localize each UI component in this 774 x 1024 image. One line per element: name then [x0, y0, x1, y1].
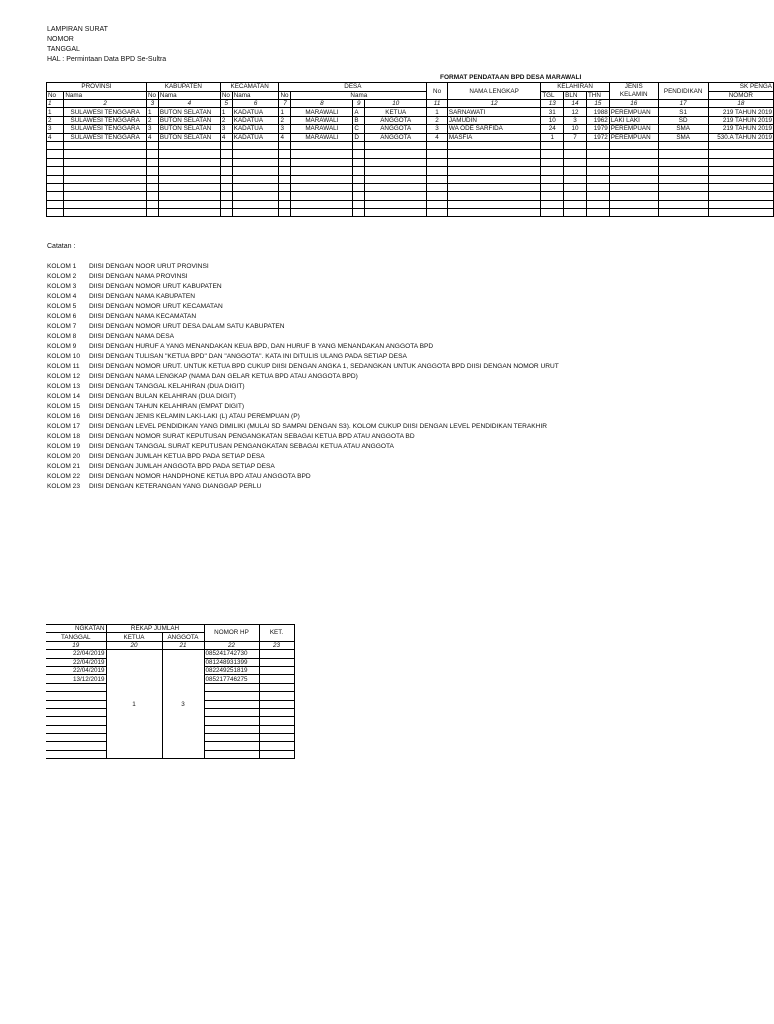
note-item [47, 342, 559, 352]
cell: 1 [220, 108, 232, 116]
note-item [47, 272, 559, 282]
cell: 2 [220, 116, 232, 124]
note-key: KOLOM 6 [47, 313, 77, 320]
cell: 31 [541, 108, 564, 116]
empty-row [47, 175, 774, 183]
cell: 3 [146, 125, 158, 133]
note-key: KOLOM 22 [47, 473, 80, 480]
note-key: KOLOM 2 [47, 273, 77, 280]
date-cell: 22/04/2019 [46, 666, 106, 674]
note-key: KOLOM 23 [47, 483, 80, 490]
header-kecamatan: KECAMATAN [220, 83, 279, 92]
cell: 4 [279, 133, 291, 141]
note-text: DIISI DENGAN NOMOR SURAT KEPUTUSAN PENGANGKATAN SEBAGAI KETUA BPD ATAU ANGGOTA BD [89, 433, 415, 440]
col-number: 19 [46, 641, 106, 649]
cell: 1979 [586, 125, 609, 133]
col-number: 11 [427, 100, 448, 108]
note-key: KOLOM 11 [47, 363, 80, 370]
note-text: DIISI DENGAN NOMOR URUT KABUPATEN [89, 283, 222, 290]
cell: 1972 [586, 133, 609, 141]
recap-number-row [46, 641, 294, 649]
note-item [47, 442, 559, 452]
cell: SMA [658, 133, 708, 141]
cell: 4 [427, 133, 448, 141]
empty-row [47, 150, 774, 158]
cell: 10 [564, 125, 587, 133]
col-number: 5 [220, 100, 232, 108]
note-text: DIISI DENGAN KETERANGAN YANG DIANGGAP PERLU [89, 483, 262, 490]
note-key: KOLOM 4 [47, 293, 77, 300]
cell: KADATUA [232, 133, 279, 141]
col-number: 20 [106, 641, 162, 649]
cell: 1 [47, 108, 64, 116]
note-text: DIISI DENGAN TAHUN KELAHIRAN (EMPAT DIGIT) [89, 403, 245, 410]
header-ket: KET. [259, 625, 294, 642]
note-text: DIISI DENGAN NOOR URUT PROVINSI [89, 263, 209, 270]
note-text: DIISI DENGAN LEVEL PENDIDIKAN YANG DIMILIKI (MULAI SD SAMPAI DENGAN S3). KOLOM CUKUP DIISI DENGAN LEVEL PENDIDIKAN TERAKHIR [89, 423, 548, 430]
note-key: KOLOM 16 [47, 413, 80, 420]
note-key: KOLOM 15 [47, 403, 80, 410]
cell: SARNAWATI [447, 108, 540, 116]
date-cell: 22/04/2019 [46, 650, 106, 658]
cell: A [353, 108, 365, 116]
note-key: KOLOM 5 [47, 303, 77, 310]
empty-row [47, 192, 774, 200]
note-item [47, 302, 559, 312]
cell: 3 [564, 116, 587, 124]
col-number: 10 [365, 100, 427, 108]
cell: MARAWALI [291, 116, 353, 124]
col-number: 13 [541, 100, 564, 108]
note-text: DIISI DENGAN TANGGAL SURAT KEPUTUSAN PENGANGKATAN SEBAGAI KETUA ATAU ANGGOTA [89, 443, 394, 450]
cell: D [353, 133, 365, 141]
note-item [47, 312, 559, 322]
sub-tanggal: TANGGAL [46, 633, 106, 641]
note-item [47, 352, 559, 362]
empty-row [47, 167, 774, 175]
note-key: KOLOM 12 [47, 373, 80, 380]
header-sk-tail: NGKATAN [46, 625, 106, 633]
cell: B [353, 116, 365, 124]
col-number: 1 [47, 100, 64, 108]
cell: LAKI LAKI [609, 116, 658, 124]
cell: 3 [279, 125, 291, 133]
note-item [47, 392, 559, 402]
cell: KADATUA [232, 116, 279, 124]
sub-no: No [47, 91, 64, 100]
cell: SULAWESI TENGGARA [64, 116, 147, 124]
cell: 1962 [586, 116, 609, 124]
sub-nama: Nama [158, 91, 220, 100]
sub-anggota: ANGGOTA [162, 633, 204, 641]
cell: PEREMPUAN [609, 108, 658, 116]
note-item [47, 282, 559, 292]
cell: 219 TAHUN 2019 [708, 125, 773, 133]
cell: PEREMPUAN [609, 125, 658, 133]
cell: SULAWESI TENGGARA [64, 133, 147, 141]
col-number: 23 [259, 641, 294, 649]
phone-cell: 085217746275 [204, 675, 259, 683]
cell: SMA [658, 125, 708, 133]
note-item [47, 452, 559, 462]
cell: 1 [427, 108, 448, 116]
cell: S1 [658, 108, 708, 116]
empty-row [47, 158, 774, 166]
note-text: DIISI DENGAN NOMOR URUT. UNTUK KETUA BPD CUKUP DIISI DENGAN ANGKA 1, SEDANGKAN UNTUK ANGGOTA BPD DIISI DENGAN NOMOR URUT [89, 363, 559, 370]
note-key: KOLOM 1 [47, 263, 77, 270]
note-text: DIISI DENGAN NAMA PROVINSI [89, 273, 188, 280]
note-text: DIISI DENGAN NAMA KABUPATEN [89, 293, 196, 300]
cell: KETUA [365, 108, 427, 116]
note-text: DIISI DENGAN NAMA KECAMATAN [89, 313, 197, 320]
column-number-row [47, 100, 774, 108]
note-item [47, 382, 559, 392]
cell: 1 [146, 108, 158, 116]
note-text: DIISI DENGAN BULAN KELAHIRAN (DUA DIGIT) [89, 393, 236, 400]
note-text: DIISI DENGAN TULISAN "KETUA BPD" DAN "ANGGOTA". KATA INI DITULIS ULANG PADA SETIAP DESA [89, 353, 407, 360]
header-pendidikan: PENDIDIKAN [658, 83, 708, 100]
cell: 4 [47, 133, 64, 141]
note-key: KOLOM 13 [47, 383, 80, 390]
note-item [47, 432, 559, 442]
table-row [47, 108, 774, 116]
note-item [47, 472, 559, 482]
note-key: KOLOM 20 [47, 453, 80, 460]
sub-nama: Nama [64, 91, 147, 100]
cell: KADATUA [232, 125, 279, 133]
col-number: 2 [64, 100, 147, 108]
note-key: KOLOM 10 [47, 353, 80, 360]
cell: ANGGOTA [365, 133, 427, 141]
cell: 24 [541, 125, 564, 133]
cell: MARAWALI [291, 133, 353, 141]
note-text: DIISI DENGAN JENIS KELAMIN LAKI-LAKI (L) ATAU PEREMPUAN (P) [89, 413, 300, 420]
cell: 7 [564, 133, 587, 141]
cell: BUTON SELATAN [158, 108, 220, 116]
sub-no: No [146, 91, 158, 100]
cell: WA ODE SARFIDA [447, 125, 540, 133]
recap-header-row [46, 625, 294, 633]
note-text: DIISI DENGAN NOMOR HANDPHONE KETUA BPD ATAU ANGGOTA BPD [89, 473, 311, 480]
cell: PEREMPUAN [609, 133, 658, 141]
date-cell: 13/12/2019 [46, 675, 106, 683]
note-item [47, 372, 559, 382]
header-jenis-kelamin: JENIS KELAMIN [609, 83, 658, 100]
note-text: DIISI DENGAN NAMA LENGKAP (NAMA DAN GELAR KETUA BPD ATAU ANGGOTA BPD) [89, 373, 358, 380]
cell: 2 [146, 116, 158, 124]
table-row [46, 650, 294, 658]
note-key: KOLOM 7 [47, 323, 77, 330]
empty-row [47, 183, 774, 191]
cell: MASFIA [447, 133, 540, 141]
cell: KADATUA [232, 108, 279, 116]
sub-tgl: TGL [541, 91, 564, 100]
header-tanggal: TANGGAL [47, 46, 80, 53]
header-no: No [427, 83, 448, 100]
cell: 1 [541, 133, 564, 141]
cell: ANGGOTA [365, 116, 427, 124]
note-text: DIISI DENGAN NOMOR URUT DESA DALAM SATU KABUPATEN [89, 323, 285, 330]
cell: 530.A TAHUN 2019 [708, 133, 773, 141]
note-text: DIISI DENGAN JUMLAH KETUA BPD PADA SETIAP DESA [89, 453, 265, 460]
cell: 3 [47, 125, 64, 133]
cell: SULAWESI TENGGARA [64, 108, 147, 116]
col-number: 17 [658, 100, 708, 108]
note-key: KOLOM 8 [47, 333, 77, 340]
cell: 12 [564, 108, 587, 116]
header-rekap-jumlah: REKAP JUMLAH [106, 625, 204, 633]
date-cell: 22/04/2019 [46, 658, 106, 666]
recap-table [46, 624, 295, 759]
header-nama-lengkap: NAMA LENGKAP [447, 83, 540, 100]
table-row [47, 116, 774, 124]
cell: MARAWALI [291, 108, 353, 116]
phone-cell: 085241742730 [204, 650, 259, 658]
col-number: 14 [564, 100, 587, 108]
col-number: 15 [586, 100, 609, 108]
sub-nomor: NOMOR [708, 91, 773, 100]
header-kelahiran: KELAHIRAN [541, 83, 609, 92]
phone-cell: 082249251819 [204, 666, 259, 674]
note-text: DIISI DENGAN HURUF A YANG MENANDAKAN KEUA BPD, DAN HURUF B YANG MENANDAKAN ANGGOTA BPD [89, 343, 434, 350]
cell: 3 [427, 125, 448, 133]
cell: 1988 [586, 108, 609, 116]
note-item [47, 262, 559, 272]
catatan-label: Catatan : [47, 243, 76, 250]
sub-bln: BLN [564, 91, 587, 100]
note-item [47, 422, 559, 432]
note-item [47, 482, 559, 492]
group-header-row [47, 83, 774, 92]
note-item [47, 412, 559, 422]
cell: 219 TAHUN 2019 [708, 116, 773, 124]
header-kabupaten: KABUPATEN [146, 83, 220, 92]
col-number: 4 [158, 100, 220, 108]
note-key: KOLOM 19 [47, 443, 80, 450]
col-number: 7 [279, 100, 291, 108]
empty-row [47, 141, 774, 149]
note-key: KOLOM 14 [47, 393, 80, 400]
cell: 2 [427, 116, 448, 124]
col-number: 18 [708, 100, 773, 108]
col-number: 9 [353, 100, 365, 108]
cell: 4 [220, 133, 232, 141]
header-lampiran: LAMPIRAN SURAT [47, 26, 108, 33]
cell: 2 [279, 116, 291, 124]
note-key: KOLOM 18 [47, 433, 80, 440]
table-row [47, 125, 774, 133]
phone-cell: 081248931399 [204, 658, 259, 666]
note-text: DIISI DENGAN TANGGAL KELAHIRAN (DUA DIGIT) [89, 383, 245, 390]
table-row [47, 133, 774, 141]
header-hal: HAL : Permintaan Data BPD Se-Sultra [47, 56, 167, 63]
empty-row [47, 200, 774, 208]
col-number: 21 [162, 641, 204, 649]
sub-no: No [220, 91, 232, 100]
header-nomor-hp: NOMOR HP [204, 625, 259, 642]
sub-ketua: KETUA [106, 633, 162, 641]
cell: 2 [47, 116, 64, 124]
sub-no: No [279, 91, 291, 100]
note-key: KOLOM 3 [47, 283, 77, 290]
empty-row [47, 209, 774, 217]
cell: 1 [279, 108, 291, 116]
col-number: 22 [204, 641, 259, 649]
cell: SD [658, 116, 708, 124]
header-desa: DESA [279, 83, 427, 92]
col-number: 12 [447, 100, 540, 108]
note-item [47, 462, 559, 472]
col-number: 3 [146, 100, 158, 108]
bpd-data-table [46, 82, 774, 217]
header-provinsi: PROVINSI [47, 83, 147, 92]
cell: BUTON SELATAN [158, 133, 220, 141]
cell: C [353, 125, 365, 133]
note-item [47, 322, 559, 332]
sub-nama: Nama [232, 91, 279, 100]
anggota-total: 3 [162, 650, 204, 759]
col-number: 8 [291, 100, 353, 108]
col-number: 16 [609, 100, 658, 108]
cell: JAMUDIN [447, 116, 540, 124]
cell: ANGGOTA [365, 125, 427, 133]
cell: 3 [220, 125, 232, 133]
sub-thn: THN [586, 91, 609, 100]
note-text: DIISI DENGAN NOMOR URUT KECAMATAN [89, 303, 223, 310]
note-item [47, 292, 559, 302]
header-sk: SK PENGA [708, 83, 773, 92]
notes-list [47, 262, 559, 492]
note-item [47, 332, 559, 342]
note-key: KOLOM 9 [47, 343, 77, 350]
cell: 4 [146, 133, 158, 141]
sub-nama: Nama [291, 91, 427, 100]
note-text: DIISI DENGAN JUMLAH ANGGOTA BPD PADA SETIAP DESA [89, 463, 275, 470]
cell: MARAWALI [291, 125, 353, 133]
note-item [47, 402, 559, 412]
note-item [47, 362, 559, 372]
col-number: 6 [232, 100, 279, 108]
cell: BUTON SELATAN [158, 125, 220, 133]
cell: BUTON SELATAN [158, 116, 220, 124]
header-nomor: NOMOR [47, 36, 74, 43]
cell: SULAWESI TENGGARA [64, 125, 147, 133]
ketua-total: 1 [106, 650, 162, 759]
note-key: KOLOM 17 [47, 423, 80, 430]
cell: 10 [541, 116, 564, 124]
page-title: FORMAT PENDATAAN BPD DESA MARAWALI [440, 74, 582, 81]
note-key: KOLOM 21 [47, 463, 80, 470]
note-text: DIISI DENGAN NAMA DESA [89, 333, 175, 340]
cell: 219 TAHUN 2019 [708, 108, 773, 116]
